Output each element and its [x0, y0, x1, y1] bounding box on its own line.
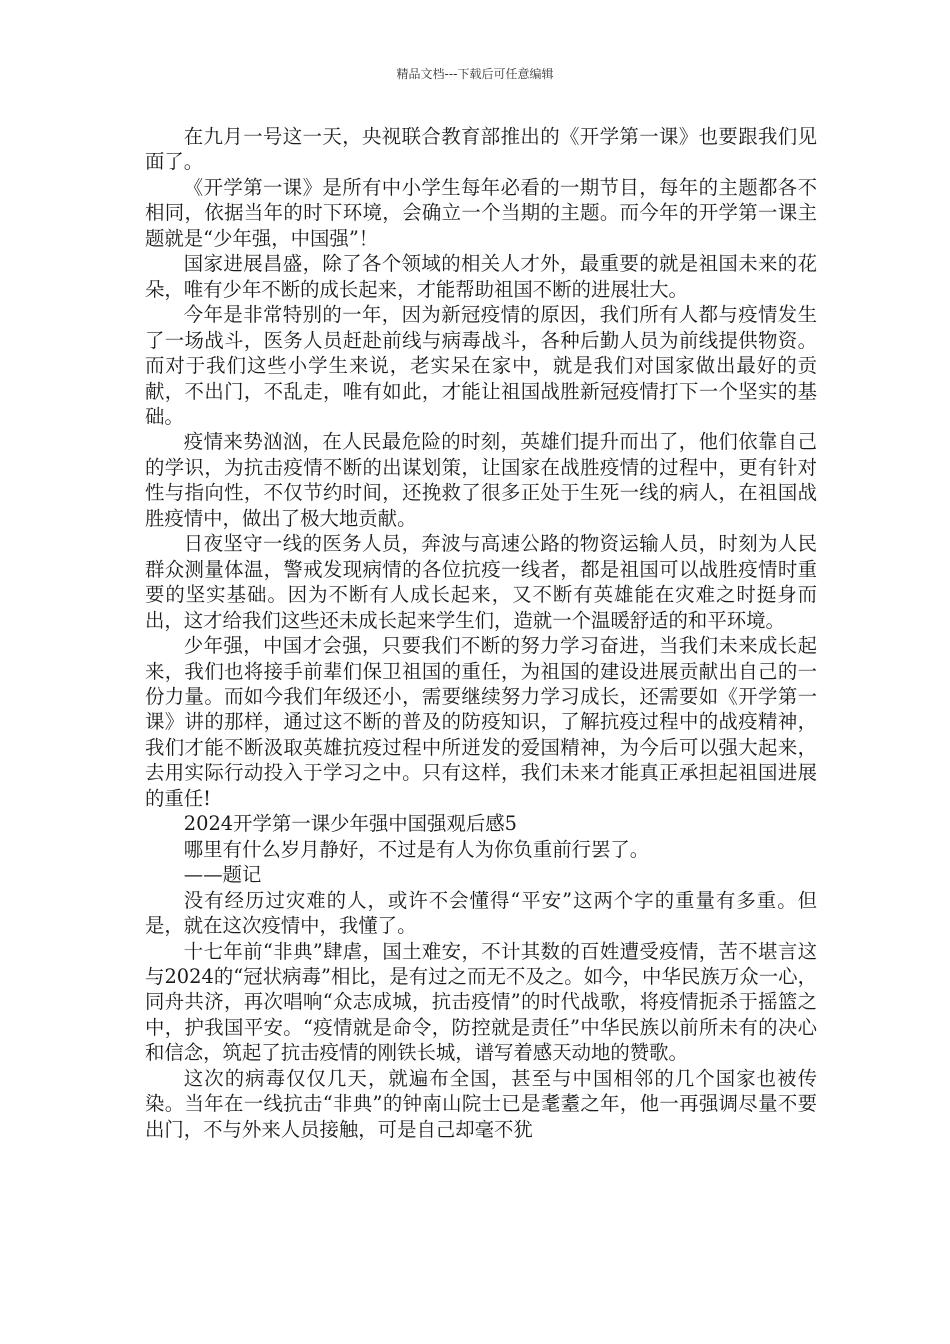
epigraph: 哪里有什么岁月静好，不过是有人为你负重前行罢了。 — [183, 837, 650, 861]
section-title: 2024开学第一课少年强中国强观后感5 — [183, 812, 517, 836]
paragraph-5: 疫情来势汹汹，在人民最危险的时刻，英雄们提升而出了，他们依靠自己的学识，为抗击疫情不断的出谋划策，让国家在战胜疫情的过程中，更有针对性与指向性，不仅节约时间，还挽救了很多正处于生死一线的病人，在祖国战胜疫情中，做出了极大地贡献。 — [145, 430, 817, 530]
paragraph-6: 日夜坚守一线的医务人员，奔波与高速公路的物资运输人员，时刻为人民群众测量体温，警戒发现病情的各位抗疫一线者，都是祖国可以战胜疫情时重要的坚实基础。因为不断有人成长起来，又不断有英雄能在灾难之时挺身而出，这才给我们这些还未成长起来学生们，造就一个温暖舒适的和平环境。 — [145, 532, 817, 632]
paragraph-2: 《开学第一课》是所有中小学生每年必看的一期节目，每年的主题都各不相同，依据当年的时下环境，会确立一个当期的主题。而今年的开学第一课主题就是“少年强，中国强”！ — [145, 175, 817, 250]
paragraph-4: 今年是非常特别的一年，因为新冠疫情的原因，我们所有人都与疫情发生了一场战斗，医务人员赶赴前线与病毒战斗，各种后勤人员为前线提供物资。而对于我们这些小学生来说，老实呆在家中，就是我们对国家做出最好的贡献，不出门，不乱走，唯有如此，才能让祖国战胜新冠疫情打下一个坚实的基础。 — [145, 303, 817, 428]
document-body — [145, 124, 817, 1142]
paragraph-10: 这次的病毒仅仅几天，就遍布全国，甚至与中国相邻的几个国家也被传染。当年在一线抗击“非典”的钟南山院士已是耄耋之年，他一再强调尽量不要出门，不与外来人员接触，可是自己却毫不犹 — [145, 1066, 817, 1141]
paragraph-3: 国家进展昌盛，除了各个领域的相关人才外，最重要的就是祖国未来的花朵，唯有少年不断的成长起来，才能帮助祖国不断的进展壮大。 — [145, 252, 817, 301]
paragraph-7: 少年强，中国才会强，只要我们不断的努力学习奋进，当我们未来成长起来，我们也将接手前辈们保卫祖国的重任，为祖国的建设进展贡献出自己的一份力量。而如今我们年级还小，需要继续努力学习成长，还需要如《开学第一课》讲的那样，通过这不断的普及的防疫知识，了解抗疫过程中的战疫精神，我们才能不断汲取英雄抗疫过程中所迸发的爱国精神，为今后可以强大起来，去用实际行动投入于学习之中。只有这样，我们未来才能真正承担起祖国进展的重任! — [145, 634, 817, 810]
page-header: 精品文档---下载后可任意编辑 — [396, 67, 554, 81]
epigraph-attribution: ——题记 — [183, 863, 262, 887]
paragraph-1: 在九月一号这一天，央视联合教育部推出的《开学第一课》也要跟我们见面了。 — [145, 125, 817, 174]
paragraph-9: 十七年前“非典”肆虐，国土难安，不计其数的百姓遭受疫情，苦不堪言这与2024的“冠状病毒”相比，是有过之而无不及之。如今，中华民族万众一心，同舟共济，再次唱响“众志成城，抗击疫情”的时代战歌，将疫情扼杀于摇篮之中，护我国平安。“疫情就是命令，防控就是责任”中华民族以前所未有的决心和信念，筑起了抗击疫情的刚铁长城，谱写着感天动地的赞歌。 — [145, 939, 817, 1065]
paragraph-8: 没有经历过灾难的人，或许不会懂得“平安”这两个字的重量有多重。但是，就在这次疫情中，我懂了。 — [145, 888, 817, 938]
